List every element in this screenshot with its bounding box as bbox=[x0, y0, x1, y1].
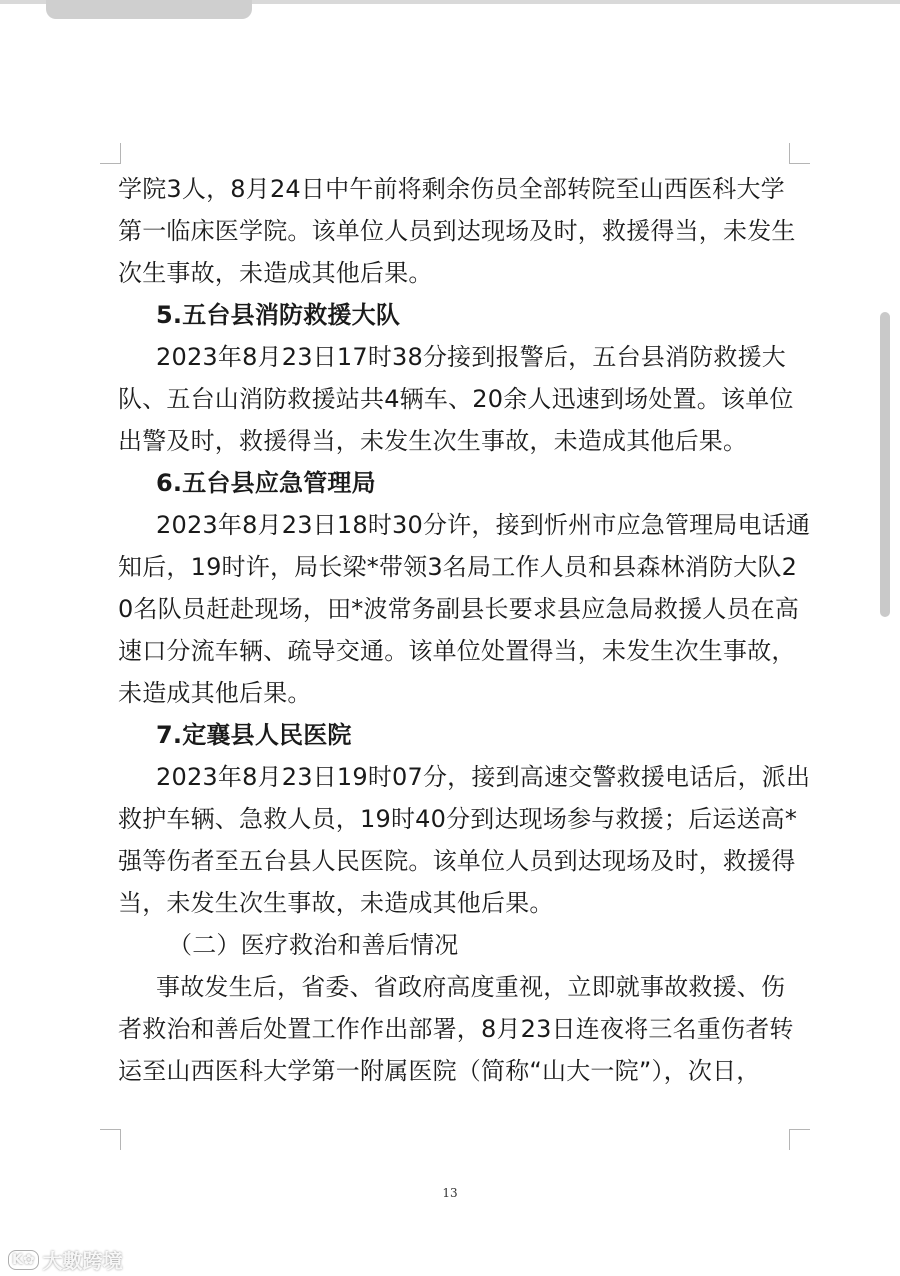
paragraph-line: 队、五台山消防救援站共4辆车、20余人迅速到场处置。该单位 bbox=[118, 385, 794, 413]
paragraph-line: 2023年8月23日17时38分接到报警后，五台县消防救援大 bbox=[156, 343, 786, 371]
paragraph-line: 强等伤者至五台县人民医院。该单位人员到达现场及时，救援得 bbox=[118, 847, 796, 875]
paragraph-line: 次生事故，未造成其他后果。 bbox=[118, 259, 433, 287]
top-tab[interactable] bbox=[46, 0, 252, 19]
paragraph-line: 当，未发生次生事故，未造成其他后果。 bbox=[118, 889, 554, 917]
section-heading: 6.五台县应急管理局 bbox=[156, 469, 376, 497]
page-number: 13 bbox=[442, 1186, 458, 1200]
vertical-scrollbar[interactable] bbox=[880, 312, 890, 617]
paragraph-line: 知后，19时许，局长梁*带领3名局工作人员和县森林消防大队2 bbox=[118, 553, 798, 581]
paragraph-line: （二）医疗救治和善后情况 bbox=[168, 931, 459, 959]
paragraph-line: 出警及时，救援得当，未发生次生事故，未造成其他后果。 bbox=[118, 427, 748, 455]
paragraph-line: 运至山西医科大学第一附属医院（简称“山大一院”），次日， bbox=[118, 1057, 761, 1085]
paragraph-line: 事故发生后，省委、省政府高度重视，立即就事故救援、伤 bbox=[156, 973, 786, 1001]
document-body bbox=[118, 168, 811, 1092]
paragraph-line: 未造成其他后果。 bbox=[118, 679, 312, 707]
paragraph-line: 救护车辆、急救人员，19时40分到达现场参与救援；后运送高* bbox=[118, 805, 798, 833]
paragraph-line: 者救治和善后处置工作作出部署，8月23日连夜将三名重伤者转 bbox=[118, 1015, 794, 1043]
paragraph-line: 第一临床医学院。该单位人员到达现场及时，救援得当，未发生 bbox=[118, 217, 796, 245]
crop-mark-top-right bbox=[789, 143, 810, 164]
watermark-logo-icon: K✿ bbox=[8, 1250, 39, 1270]
paragraph-line: 2023年8月23日19时07分，接到高速交警救援电话后，派出 bbox=[156, 763, 811, 791]
crop-mark-bottom-right bbox=[789, 1129, 810, 1150]
section-heading: 5.五台县消防救援大队 bbox=[156, 301, 401, 329]
watermark bbox=[8, 1245, 123, 1274]
crop-mark-top-left bbox=[100, 143, 121, 164]
paragraph-line: 2023年8月23日18时30分许，接到忻州市应急管理局电话通 bbox=[156, 511, 811, 539]
section-heading: 7.定襄县人民医院 bbox=[156, 721, 352, 749]
paragraph-line: 学院3人，8月24日中午前将剩余伤员全部转院至山西医科大学 bbox=[118, 175, 785, 203]
paragraph-line: 速口分流车辆、疏导交通。该单位处置得当，未发生次生事故， bbox=[118, 637, 796, 665]
watermark-text: 大數跨境 bbox=[42, 1249, 123, 1273]
crop-mark-bottom-left bbox=[100, 1129, 121, 1150]
paragraph-line: 0名队员赶赴现场，田*波常务副县长要求县应急局救援人员在高 bbox=[118, 595, 800, 623]
